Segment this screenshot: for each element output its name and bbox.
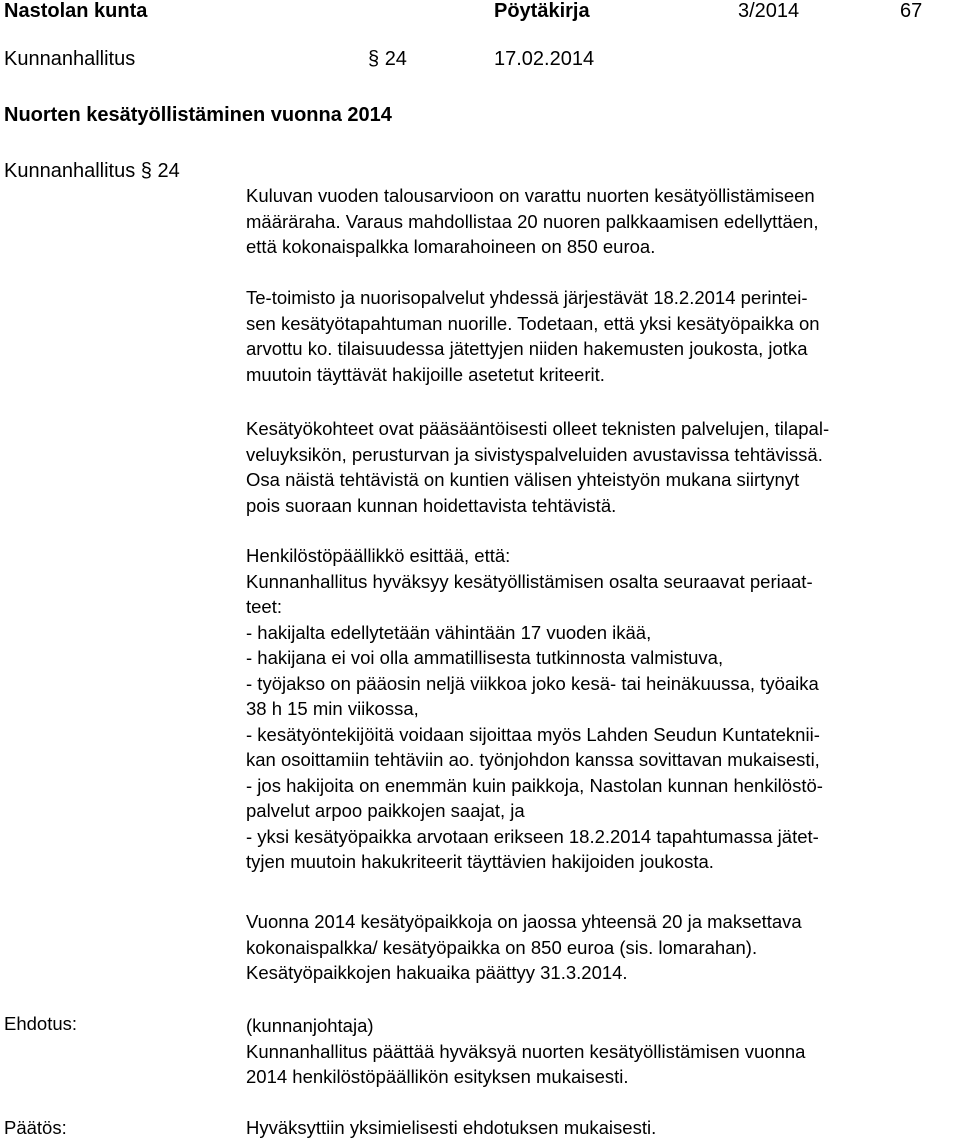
paragraph-line: sen kesätyötapahtuman nuorille. Todetaan, että yksi kesätyöpaikka on [246,312,820,334]
header-date: 17.02.2014 [494,48,595,70]
paragraph-line: Henkilöstöpäällikkö esittää, että: [246,545,511,566]
decision-label: Päätös: [4,1117,67,1138]
section-number: 24 [384,48,407,70]
proposal-line: Kunnanhallitus päättää hyväksyä nuorten kesätyöllistämisen vuonna [246,1040,806,1062]
paragraph-line: - yksi kesätyöpaikka arvotaan erikseen 18.2.2014 tapahtumassa jätet- [246,825,819,847]
paragraph-line: veluyksikön, perusturvan ja sivistyspalveluiden avustavissa tehtävissä. [246,443,823,465]
paragraph-line: Kesätyöpaikkojen hakuaika päättyy 31.3.2014. [246,962,628,983]
section-ref-symbol: § [140,160,152,182]
page-title: Nuorten kesätyöllistäminen vuonna 2014 [4,104,392,126]
section-ref-number: 24 [157,160,180,182]
paragraph-line: Kuluvan vuoden talousarvioon on varattu nuorten kesätyöllistämiseen [246,185,815,206]
paragraph-1 [246,183,956,260]
paragraph-line: - hakijana ei voi olla ammatillisesta tutkinnosta valmistuva, [246,647,724,668]
header-body: Kunnanhallitus [4,48,136,70]
paragraph-line: - työjakso on pääosin neljä viikkoa joko kesä- tai heinäkuussa, työaika [246,672,819,694]
proposal-text [246,1013,956,1090]
paragraph-4 [246,543,956,875]
paragraph-line: - kesätyöntekijöitä voidaan sijoittaa myös Lahden Seudun Kuntateknii- [246,723,820,745]
paragraph-line: Osa näistä tehtävistä on kuntien välisen yhteistyön mukana siirtynyt [246,469,800,490]
paragraph-line: arvottu ko. tilaisuudessa jätettyjen niiden hakemusten joukosta, jotka [246,338,808,359]
municipality-name: Nastolan kunta [4,0,148,22]
section-symbol: § [368,48,380,70]
paragraph-5 [246,909,956,986]
section-ref-body: Kunnanhallitus [4,160,136,182]
paragraph-line: teet: [246,596,282,617]
paragraph-line: pois suoraan kunnan hoidettavista tehtävistä. [246,494,617,516]
paragraph-line: - jos hakijoita on enemmän kuin paikkoja, Nastolan kunnan henkilöstö- [246,774,823,796]
paragraph-line: Kesätyökohteet ovat pääsääntöisesti olleet teknisten palvelujen, tilapal- [246,418,830,439]
page-number: 67 [900,0,923,22]
decision-text: Hyväksyttiin yksimielisesti ehdotuksen mukaisesti. [246,1117,657,1138]
header-section [368,48,407,71]
paragraph-line: - hakijalta edellytetään vähintään 17 vuoden ikää, [246,621,652,643]
paragraph-line: että kokonaispalkka lomarahoineen on 850 euroa. [246,236,656,257]
document-type: Pöytäkirja [494,0,590,22]
paragraph-line: Kunnanhallitus hyväksyy kesätyöllistämisen osalta seuraavat periaat- [246,570,813,592]
paragraph-line: määräraha. Varaus mahdollistaa 20 nuoren palkkaamisen edellyttäen, [246,210,819,232]
proposal-line: 2014 henkilöstöpäällikön esityksen mukaisesti. [246,1066,629,1087]
paragraph-line: muutoin täyttävät hakijoille asetetut kriteerit. [246,363,605,385]
paragraph-line: palvelut arpoo paikkojen saajat, ja [246,800,525,821]
paragraph-line: 38 h 15 min viikossa, [246,698,419,719]
paragraph-line: kokonaispalkka/ kesätyöpaikka on 850 euroa (sis. lomarahan). [246,936,758,958]
section-reference [4,160,180,183]
paragraph-line: kan osoittamiin tehtäviin ao. työnjohdon kanssa sovittavan mukaisesti, [246,749,820,770]
paragraph-3 [246,416,956,518]
document-number: 3/2014 [738,0,800,22]
paragraph-line: Vuonna 2014 kesätyöpaikkoja on jaossa yhteensä 20 ja maksettava [246,911,802,932]
proposal-line: (kunnanjohtaja) [246,1015,374,1036]
paragraph-line: tyjen muutoin hakukriteerit täyttävien hakijoiden joukosta. [246,851,714,872]
paragraph-line: Te-toimisto ja nuorisopalvelut yhdessä järjestävät 18.2.2014 perintei- [246,287,808,308]
proposal-label: Ehdotus: [4,1013,78,1034]
paragraph-2 [246,285,956,387]
